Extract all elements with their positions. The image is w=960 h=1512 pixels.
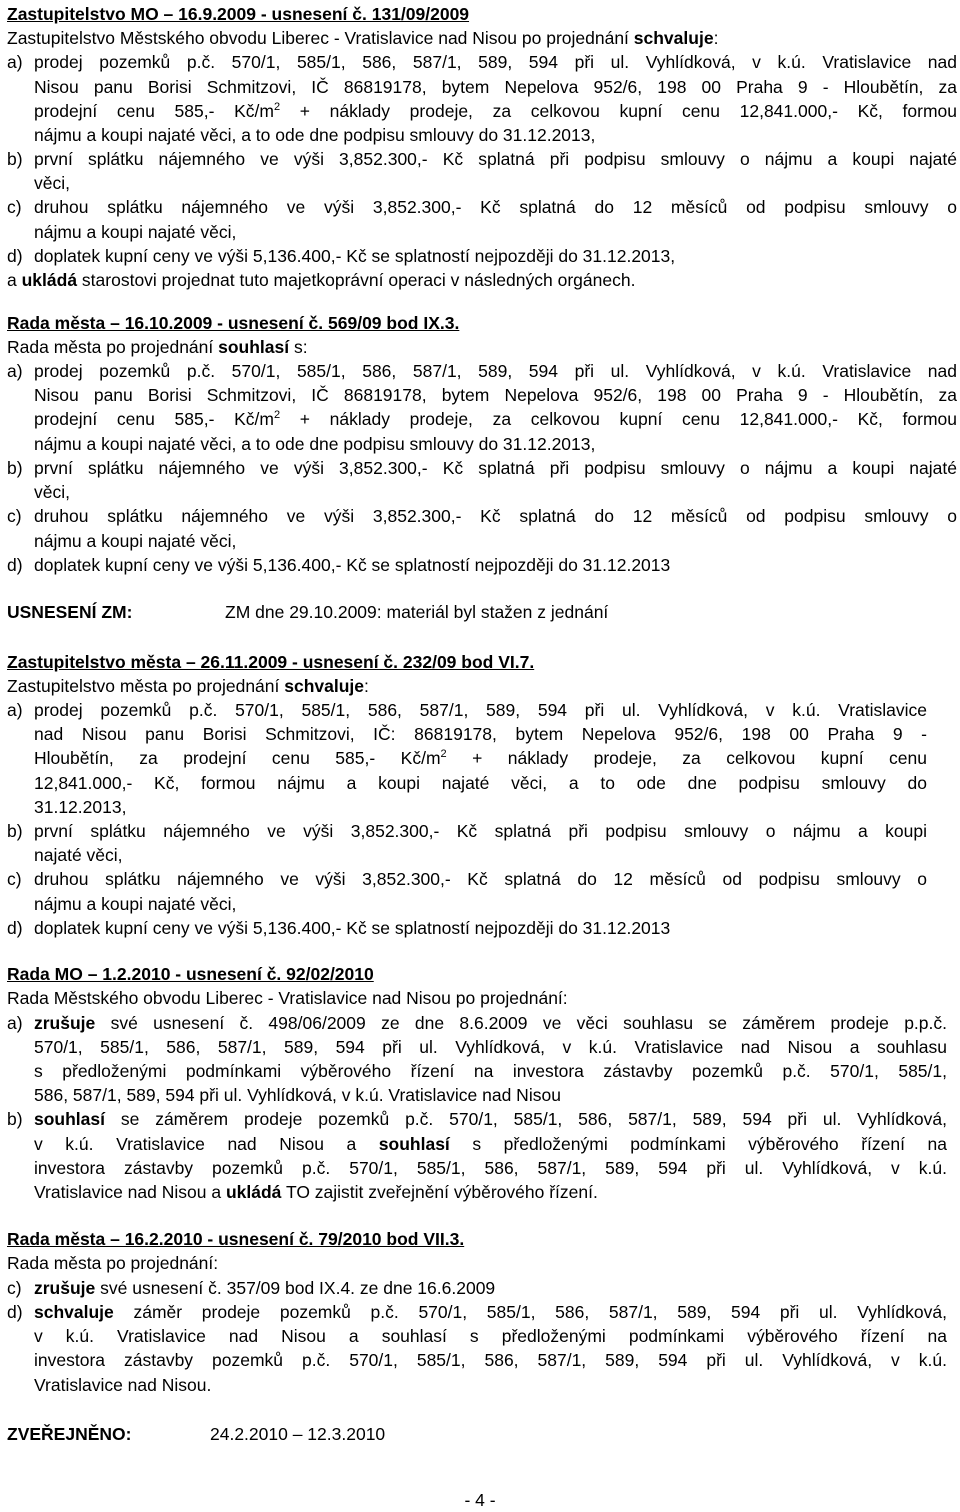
intro-line: Rada města po projednání souhlasí s: [7,337,308,357]
text-line: 570/1, 585/1, 586, 587/1, 589, 594 při ul. Vyhlídková, v k.ú. Vratislavice nad Nisou a souhlasu [34,1037,947,1057]
text-line: 586, 587/1, 589, 594 při ul. Vyhlídková, v k.ú. Vratislavice nad Nisou [34,1085,561,1105]
list-item: c) druhou splátku nájemného ve výši 3,852.300,- Kč splatná do 12 měsíců od podpisu smlouvy o [7,506,957,526]
text-line: prodejní cenu 585,- $Kč/m^2$ + náklady prodeje, za celkovou kupní cenu 12,841.000,- Kč, formou [34,409,958,429]
list-item: d) doplatek kupní ceny ve výši 5,136.400,- Kč se splatností nejpozději do 31.12.2013, [7,246,676,266]
text-line: nájmu a koupi najaté věci, a to ode dne podpisu smlouvy do 31.12.2013, [34,434,596,454]
list-item: c) druhou splátku nájemného ve výši 3,852.300,- Kč splatná do 12 měsíců od podpisu smlouvy o [7,197,957,217]
list-item: b) první splátku nájemného ve výši 3,852.300,- Kč splatná při podpisu smlouvy o nájmu a koupi najaté [7,458,957,478]
list-item: b) první splátku nájemného ve výši 3,852.300,- Kč splatná při podpisu smlouvy o nájmu a koupi najaté [7,149,957,169]
text-line: v k.ú. Vratislavice nad Nisou a souhlasí s předloženými podmínkami výběrového řízení na [34,1134,947,1154]
intro-line: Zastupitelstvo Městského obvodu Liberec - Vratislavice nad Nisou po projednání schvaluje: [7,28,719,48]
intro-line: Rada Městského obvodu Liberec - Vratislavice nad Nisou po projednání: [7,988,568,1008]
list-item: a) zrušuje své usnesení č. 498/06/2009 ze dne 8.6.2009 ve věci souhlasu se záměrem prodeje p.p.č. [7,1013,947,1033]
text-line: nájmu a koupi najaté věci, [34,222,237,242]
text-line: nad Nisou panu Borisi Schmitzovi, IČ: 86819178, bytem Nepelova 952/6, 198 00 Praha 9 - [34,724,927,744]
text-line: Vratislavice nad Nisou a ukládá TO zajistit zveřejnění výběrového řízení. [34,1182,598,1202]
list-item: a) prodej pozemků p.č. 570/1, 585/1, 586, 587/1, 589, 594 při ul. Vyhlídková, v k.ú. Vratislavice nad [7,361,957,381]
closing-line: a ukládá starostovi projednat tuto majetkoprávní operaci v následných orgánech. [7,270,636,290]
text-line: nájmu a koupi najaté věci, [34,894,237,914]
usneseni-zm-label: USNESENÍ ZM: [7,602,133,622]
section-heading: Zastupitelstvo MO – 16.9.2009 - usnesení č. 131/09/2009 [7,4,470,24]
section-heading: Rada města – 16.2.2010 - usnesení č. 79/2010 bod VII.3. [7,1229,465,1249]
text-line: věci, [34,482,70,502]
text-line: v k.ú. Vratislavice nad Nisou a souhlasí s předloženými podmínkami výběrového řízení na [34,1326,947,1346]
text-line: nájmu a koupi najaté věci, [34,531,237,551]
list-item: a) prodej pozemků p.č. 570/1, 585/1, 586, 587/1, 589, 594 při ul. Vyhlídková, v k.ú. Vratislavice [7,700,927,720]
text-line: 31.12.2013, [34,797,127,817]
text-line: Nisou panu Borisi Schmitzovi, IČ 86819178, bytem Nepelova 952/6, 198 00 Praha 9 - Hloubětín, za [34,77,957,97]
intro-line: Zastupitelstvo města po projednání schvaluje: [7,676,369,696]
text-line: investora zástavby pozemků p.č. 570/1, 585/1, 586, 587/1, 589, 594 při ul. Vyhlídková, v k.ú. [34,1350,947,1370]
text-line: s předloženými podmínkami výběrového řízení na investora zástavby pozemků p.č. 570/1, 585/1, [34,1061,947,1081]
page-number: - 4 - [464,1490,496,1510]
text-line: 12,841.000,- Kč, formou nájmu a koupi najaté věci, a to ode dne podpisu smlouvy do [34,773,927,793]
intro-line: Rada města po projednání: [7,1253,219,1273]
zverejneno-label: ZVEŘEJNĚNO: [7,1424,132,1444]
text-line: Vratislavice nad Nisou. [34,1375,212,1395]
list-item: a) prodej pozemků p.č. 570/1, 585/1, 586, 587/1, 589, 594 při ul. Vyhlídková, v k.ú. Vratislavice nad [7,52,957,72]
text-line: věci, [34,173,70,193]
text-line: Nisou panu Borisi Schmitzovi, IČ 86819178, bytem Nepelova 952/6, 198 00 Praha 9 - Hloubětín, za [34,385,957,405]
text-line: najaté věci, [34,845,123,865]
usneseni-zm-text: ZM dne 29.10.2009: materiál byl stažen z jednání [225,602,609,622]
list-item: c) zrušuje své usnesení č. 357/09 bod IX.4. ze dne 16.6.2009 [7,1278,496,1298]
text-line: nájmu a koupi najaté věci, a to ode dne podpisu smlouvy do 31.12.2013, [34,125,596,145]
list-item: d) doplatek kupní ceny ve výši 5,136.400,- Kč se splatností nejpozději do 31.12.2013 [7,918,671,938]
list-item: c) druhou splátku nájemného ve výši 3,852.300,- Kč splatná do 12 měsíců od podpisu smlouvy o [7,869,927,889]
text-line: investora zástavby pozemků p.č. 570/1, 585/1, 586, 587/1, 589, 594 při ul. Vyhlídková, v k.ú. [34,1158,947,1178]
list-item: b) souhlasí se záměrem prodeje pozemků p.č. 570/1, 585/1, 586, 587/1, 589, 594 při ul. Vyhlídková, [7,1109,947,1129]
text-line: prodejní cenu 585,- $Kč/m^2$ + náklady prodeje, za celkovou kupní cenu 12,841.000,- Kč, formou [34,101,958,121]
text-line: Hloubětín, za prodejní cenu 585,- $Kč/m^2$ + náklady prodeje, za celkovou kupní cenu [34,748,927,768]
section-heading: Zastupitelstvo města – 26.11.2009 - usnesení č. 232/09 bod VI.7. [7,652,535,672]
list-item: d) schvaluje záměr prodeje pozemků p.č. 570/1, 585/1, 586, 587/1, 589, 594 při ul. Vyhlídková, [7,1302,947,1322]
list-item: b) první splátku nájemného ve výši 3,852.300,- Kč splatná při podpisu smlouvy o nájmu a koupi [7,821,927,841]
section-heading: Rada MO – 1.2.2010 - usnesení č. 92/02/2010 [7,964,374,984]
section-heading: Rada města – 16.10.2009 - usnesení č. 569/09 bod IX.3. [7,313,460,333]
zverejneno-dates: 24.2.2010 – 12.3.2010 [210,1424,386,1444]
list-item: d) doplatek kupní ceny ve výši 5,136.400,- Kč se splatností nejpozději do 31.12.2013 [7,555,671,575]
